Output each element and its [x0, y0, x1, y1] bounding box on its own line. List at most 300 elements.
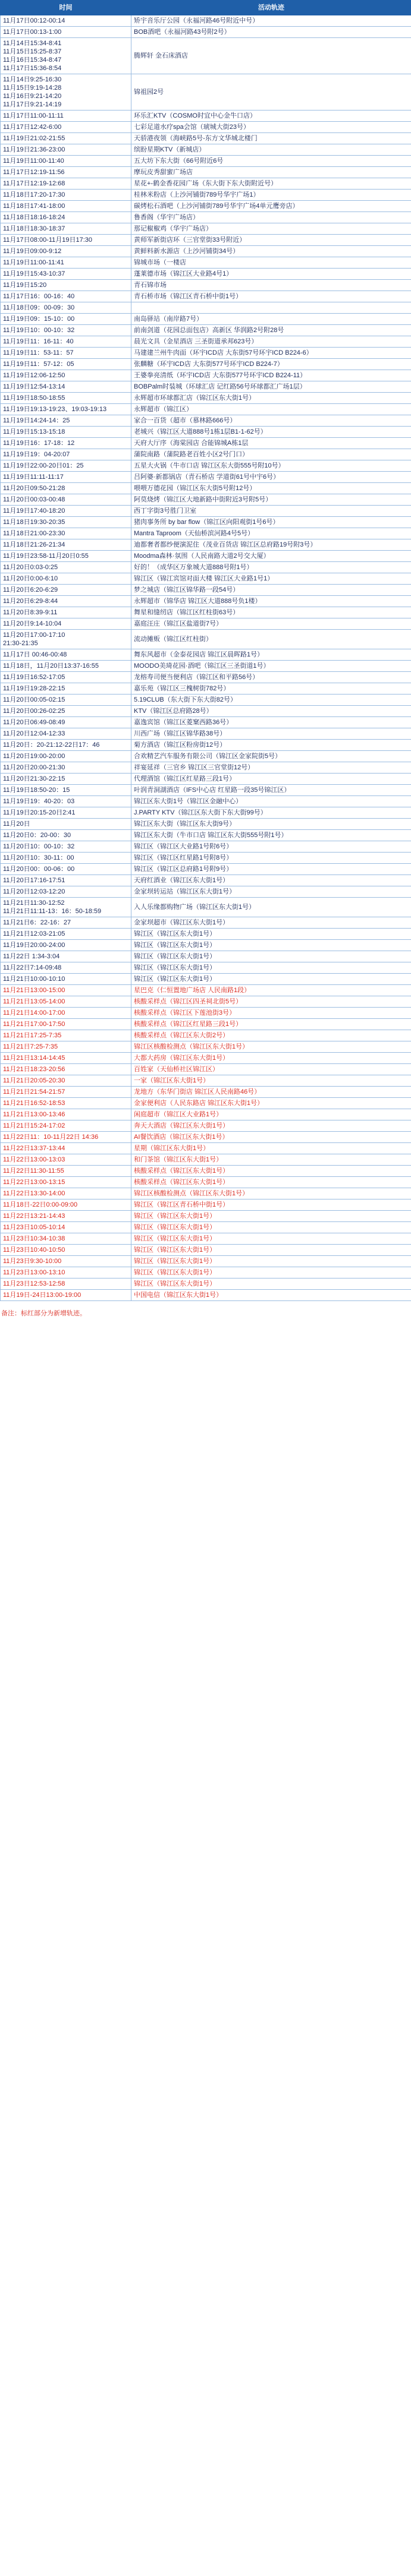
time-cell: [1, 573, 131, 585]
place-line: 锦江区（锦江区东大街1号）: [134, 953, 217, 960]
time-cell: [1, 269, 131, 280]
time-cell: [1, 438, 131, 449]
place-line: 猪肉事务所 by bar flow（锦江区向阳观街1号6号）: [134, 519, 280, 526]
time-cell: [1, 607, 131, 618]
time-cell: [1, 539, 131, 551]
time-cell: [1, 974, 131, 985]
time-cell: [1, 1256, 131, 1267]
time-line: 11月17日11:00-11:11: [3, 112, 64, 119]
table-row: [1, 1019, 411, 1030]
place-line: 五星大火锅（牛市口店 锦江区东大街555号附10号）: [134, 462, 285, 469]
place-line: MOODO美琦花园·酒吧（锦江区三圣街道1号）: [134, 662, 270, 670]
table-row: [1, 661, 411, 672]
table-row: [1, 190, 411, 201]
time-line: 11月18日-22日0:00-09:00: [3, 1201, 78, 1208]
time-line: 11月21日15:24-17:02: [3, 1122, 65, 1129]
time-line: 11月22日11：10-11月22日 14:36: [3, 1134, 99, 1141]
place-cell: [131, 246, 411, 257]
place-line: 一家（锦江区东大街1号）: [134, 1077, 210, 1084]
time-cell: [1, 751, 131, 762]
place-cell: [131, 751, 411, 762]
time-line: 11月23日10:05-10:14: [3, 1224, 65, 1231]
place-line: 蓬莱德市场（锦江区大业路4号1）: [134, 270, 233, 277]
time-cell: [1, 886, 131, 898]
place-cell: [131, 1053, 411, 1064]
table-row: [1, 427, 411, 438]
time-cell: [1, 415, 131, 427]
place-line: 舞星和缝纫店（锦江区红柱街63号）: [134, 609, 240, 616]
time-line: 11月18日21:26-21:34: [3, 541, 65, 548]
time-line: 11月20日: [3, 820, 30, 828]
place-line: 祥宴延祥（三官乡 锦江区三官堂街12号）: [134, 764, 255, 771]
place-line: 天府大厅序（海棠园店 合能锦城A栋1层: [134, 440, 249, 447]
time-cell: [1, 740, 131, 751]
time-cell: [1, 706, 131, 717]
place-cell: [131, 122, 411, 133]
time-line: 11月19日19:28-22:15: [3, 685, 65, 692]
time-line: 11月19日15:20: [3, 282, 47, 289]
time-cell: [1, 190, 131, 201]
time-line: 11月20日00:05-02:15: [3, 696, 65, 703]
place-line: 家合一百货（超市（慕林路666号）: [134, 417, 237, 424]
time-line: 11月21日21:54-21:57: [3, 1088, 65, 1096]
place-cell: [131, 517, 411, 528]
time-line: 11月18日21:00-23:30: [3, 530, 65, 537]
place-cell: [131, 853, 411, 864]
time-line: 11月17日12:19-12:68: [3, 180, 65, 187]
place-cell: [131, 830, 411, 841]
place-cell: [131, 774, 411, 785]
place-cell: [131, 111, 411, 122]
time-line: 11月20日10：30-11：00: [3, 854, 74, 861]
place-line: 核酸采样点（锦江区东大街2号）: [134, 1032, 230, 1039]
time-cell: [1, 212, 131, 223]
table-row: [1, 302, 411, 314]
time-line: 11月23日10:40-10:50: [3, 1246, 65, 1254]
place-cell: [131, 1233, 411, 1245]
time-cell: [1, 551, 131, 562]
table-row: [1, 483, 411, 494]
place-line: BOB酒吧（永福河路43号附2号）: [134, 29, 231, 36]
place-line: J.PARTY KTV（锦江区东大街下东大街99号）: [134, 809, 267, 816]
table-row: [1, 573, 411, 585]
place-line: 鲁香阁（华宇广场店）: [134, 214, 199, 221]
time-line: 11月19日10：00-10：32: [3, 327, 75, 334]
place-line: 百姓家（天仙桥社区锦江区）: [134, 1066, 219, 1073]
time-line: 11月19日12:54-13:14: [3, 383, 65, 390]
time-cell: [1, 1041, 131, 1053]
place-cell: [131, 618, 411, 630]
place-cell: [131, 974, 411, 985]
place-cell: [131, 985, 411, 996]
place-cell: [131, 1166, 411, 1177]
time-cell: [1, 359, 131, 370]
table-row: [1, 223, 411, 235]
place-cell: [131, 348, 411, 359]
time-cell: [1, 1008, 131, 1019]
place-line: AI餐饮酒店（锦江区东大街1号）: [134, 1134, 229, 1141]
table-row: [1, 539, 411, 551]
time-cell: [1, 235, 131, 246]
time-cell: [1, 178, 131, 190]
place-line: 锦江区东大街1号（锦江区金融中心）: [134, 798, 243, 805]
time-cell: [1, 630, 131, 649]
time-cell: [1, 404, 131, 415]
place-line: 吕阿婆·新都锅店（青石桥店 学道街61号中宇6号）: [134, 473, 280, 481]
place-line: 迪都奢者都纱便演泥住（茂业百货店 锦江区总府路19号附3号）: [134, 541, 317, 548]
time-line: 11月20日00:03-00:48: [3, 496, 65, 503]
time-cell: [1, 1154, 131, 1166]
table-row: [1, 1267, 411, 1278]
place-line: 环乐汇KTV（COSMO时宜中心金牛口店）: [134, 112, 256, 119]
place-cell: [131, 661, 411, 672]
place-cell: [131, 1087, 411, 1098]
table-row: [1, 404, 411, 415]
time-line: 11月19日09:00-9:12: [3, 248, 62, 255]
table-row: [1, 74, 411, 111]
place-cell: [131, 427, 411, 438]
time-line: 11月21日13:00-13:46: [3, 1111, 65, 1118]
footer-note: 备注：标红部分为新增轨迹。: [1, 1310, 86, 1317]
time-cell: [1, 156, 131, 167]
place-cell: [131, 314, 411, 325]
place-line: 核酸采样点（锦江区下莲池街3号）: [134, 1009, 236, 1016]
time-line: 11月14日15:34-8:41: [3, 40, 62, 47]
time-cell: [1, 133, 131, 144]
table-row: [1, 1075, 411, 1087]
time-cell: [1, 1120, 131, 1132]
table-row: [1, 144, 411, 156]
time-cell: [1, 917, 131, 929]
table-row: [1, 280, 411, 291]
place-cell: [131, 962, 411, 974]
place-line: 老城兴（锦江区大道888号1栋1层B1-1-62号）: [134, 428, 267, 435]
place-cell: [131, 257, 411, 269]
time-cell: [1, 875, 131, 886]
table-row: [1, 1109, 411, 1120]
place-line: 嘉庭汪庄（锦江区盐道街7号）: [134, 620, 223, 627]
place-cell: [131, 280, 411, 291]
place-line: 锦江区（锦江区东大街1号）: [134, 976, 217, 983]
table-row: [1, 562, 411, 573]
place-line: 星花+-鹤金香花园广场（东大街下东大街附近号）: [134, 180, 278, 187]
time-cell: [1, 929, 131, 940]
table-row: [1, 494, 411, 506]
time-cell: [1, 1109, 131, 1120]
place-cell: [131, 27, 411, 38]
time-line: 11月20日6:29-8:44: [3, 598, 58, 605]
time-cell: [1, 528, 131, 539]
time-cell: [1, 618, 131, 630]
place-cell: [131, 649, 411, 661]
place-line: 核酸采样点（锦江区东大街1号）: [134, 1167, 230, 1175]
time-line: 11月20日17:00-17:10: [3, 632, 65, 639]
time-line: 11月21日13:00-15:00: [3, 987, 65, 994]
time-line: 11月21日20:05-20:30: [3, 1077, 65, 1084]
table-row: [1, 472, 411, 483]
time-line: 11月15日15:25-8:37: [3, 48, 62, 55]
time-cell: [1, 694, 131, 706]
table-row: [1, 314, 411, 325]
table-row: [1, 438, 411, 449]
time-line: 11月19日19：40-20：03: [3, 798, 75, 805]
time-cell: [1, 830, 131, 841]
time-line: 11月19日11:00-11:40: [3, 157, 64, 165]
time-cell: [1, 596, 131, 607]
place-cell: [131, 370, 411, 381]
time-cell: [1, 122, 131, 133]
time-line: 11月17日12:19-11:56: [3, 169, 65, 176]
place-line: 前南剑道（花园总面包店）高新区 华润路2号附28号: [134, 327, 284, 334]
table-row: [1, 449, 411, 460]
time-cell: [1, 1030, 131, 1041]
time-cell: [1, 325, 131, 336]
time-line: 11月20日12:04-12:33: [3, 730, 65, 737]
time-line: 11月19日16:52-17:05: [3, 674, 65, 681]
time-cell: [1, 74, 131, 111]
place-line: 金家坝转运站（锦江区东大街1号）: [134, 888, 236, 895]
time-line: 11月14日9:25-16:30: [3, 76, 62, 83]
place-line: 阿莫烧烤（锦江区大地新路中街附近3号附5号）: [134, 496, 272, 503]
time-line: 11月19日17:40-18:20: [3, 507, 65, 514]
time-cell: [1, 1222, 131, 1233]
place-cell: [131, 1143, 411, 1154]
time-line: 11月19日20:15-20日2:41: [3, 809, 76, 816]
time-cell: [1, 291, 131, 302]
place-line: 南岛驿站（南岸路7号）: [134, 315, 203, 323]
time-line: 11月20日19:00-20:00: [3, 753, 65, 760]
table-row: [1, 962, 411, 974]
time-line: 11月17日12:42-6:00: [3, 124, 62, 131]
place-line: 青石桥市场（锦江区青石桥中街1号）: [134, 293, 243, 300]
place-cell: [131, 359, 411, 370]
place-line: 锦江区核酸检测点（锦江区东大街1号）: [134, 1190, 249, 1197]
table-row: [1, 1132, 411, 1143]
time-cell: [1, 460, 131, 472]
place-cell: [131, 291, 411, 302]
time-cell: [1, 427, 131, 438]
place-line: 金家坝超市（锦江区东大街1号）: [134, 919, 230, 926]
time-line: 11月21日10:00-10:10: [3, 976, 65, 983]
place-cell: [131, 1132, 411, 1143]
time-line: 11月21日11:30-12:52: [3, 899, 65, 907]
place-cell: [131, 506, 411, 517]
place-cell: [131, 133, 411, 144]
place-cell: [131, 393, 411, 404]
place-line: 王婆拳亮清纸（环宇ICD店 大东街577号环宇ICD B224-11）: [134, 372, 307, 379]
place-cell: [131, 201, 411, 212]
table-row: [1, 122, 411, 133]
table-row: [1, 201, 411, 212]
table-row: [1, 212, 411, 223]
place-cell: [131, 607, 411, 618]
time-line: 11月19日11:00-11:41: [3, 259, 64, 266]
place-line: 锦江区（锦江区东大街1号）: [134, 1224, 217, 1231]
place-line: 五大坊下东大街（66号附近6号: [134, 157, 224, 165]
place-cell: [131, 1154, 411, 1166]
time-cell: [1, 951, 131, 962]
time-cell: [1, 223, 131, 235]
time-cell: [1, 1087, 131, 1098]
place-line: 星巴克（仁恒置地广场店 人民南路1段）: [134, 987, 251, 994]
place-cell: [131, 449, 411, 460]
place-cell: [131, 223, 411, 235]
place-cell: [131, 438, 411, 449]
place-cell: [131, 1008, 411, 1019]
place-line: 摩玩皮秀甜蜜广场店: [134, 169, 193, 176]
time-cell: [1, 336, 131, 348]
table-row: [1, 460, 411, 472]
place-line: 锦江区东大街（锦江区东大街9号）: [134, 820, 236, 828]
time-line: 11月20日09:50-21:28: [3, 485, 65, 492]
place-line: 舞东风超市（金泰花园店 锦江区晨晖路1号）: [134, 651, 264, 658]
table-row: [1, 607, 411, 618]
time-line: 11月21日7:25-7:35: [3, 1043, 58, 1050]
time-cell: [1, 27, 131, 38]
table-row: [1, 996, 411, 1008]
time-line: 11月17日08:00-11月19日17:30: [3, 236, 93, 244]
time-line: 11月18日17:20-17:30: [3, 191, 65, 198]
place-line: 张麟糖（环宇ICD店 大东街577号环宇ICD B224-7）: [134, 361, 284, 368]
time-cell: [1, 257, 131, 269]
place-cell: [131, 1256, 411, 1267]
table-row: [1, 1233, 411, 1245]
place-line: 流动摊贩（锦江区红柱街）: [134, 636, 212, 643]
place-line: 永辉超市环球都汇店（锦江区东大街1号）: [134, 394, 256, 402]
time-cell: [1, 728, 131, 740]
table-row: [1, 1087, 411, 1098]
table-row: [1, 796, 411, 807]
table-row: [1, 694, 411, 706]
table-row: [1, 985, 411, 996]
table-row: [1, 1222, 411, 1233]
time-line: 11月19日-24日13:00-19:00: [3, 1292, 81, 1299]
time-line: 11月21日16:52-18:53: [3, 1100, 65, 1107]
table-row: [1, 551, 411, 562]
table-row: [1, 774, 411, 785]
place-cell: [131, 898, 411, 917]
place-line: 龙地方（东华门街店 锦江区人民南路46号）: [134, 1088, 261, 1096]
table-row: [1, 630, 411, 649]
time-cell: [1, 1188, 131, 1199]
time-line: 11月20日0:03-0:25: [3, 564, 58, 571]
time-line: 11月20日：20-21:12-22日17：46: [3, 741, 100, 749]
place-cell: [131, 1109, 411, 1120]
place-cell: [131, 1245, 411, 1256]
place-cell: [131, 706, 411, 717]
place-cell: [131, 302, 411, 314]
table-row: [1, 1154, 411, 1166]
time-line: 11月19日14:24-14：25: [3, 417, 70, 424]
place-line: 闲庭超市（锦江区大业路1号）: [134, 1111, 223, 1118]
place-cell: [131, 596, 411, 607]
table-row: [1, 1064, 411, 1075]
place-cell: [131, 1019, 411, 1030]
place-line: 那记椒椒鸡（华宇广场店）: [134, 225, 212, 232]
place-line: 缤盼星期KTV（新城店）: [134, 146, 206, 153]
time-line: 11月18日18:30-18:37: [3, 225, 65, 232]
table-row: [1, 1278, 411, 1290]
time-line: 11月19日21:36-23:00: [3, 146, 65, 153]
table-row: [1, 717, 411, 728]
place-line: 锦江区（锦江区青石桥中街1号）: [134, 1201, 230, 1208]
time-line: 11月20日06:49-08:49: [3, 719, 65, 726]
time-line: 11月20日00:26-02:25: [3, 708, 65, 715]
time-cell: [1, 167, 131, 178]
table-row: [1, 1188, 411, 1199]
time-line: 11月20日8:39-9:11: [3, 609, 58, 616]
table-row: [1, 528, 411, 539]
table-row: [1, 596, 411, 607]
time-line: 11月20日10：00-10：32: [3, 843, 75, 850]
time-cell: [1, 996, 131, 1008]
place-cell: [131, 1222, 411, 1233]
time-cell: [1, 898, 131, 917]
place-cell: [131, 494, 411, 506]
time-line: 11月23日10:34-10:38: [3, 1235, 65, 1242]
place-line: 龙榕寿司便当便利店（锦江区和平路56号）: [134, 674, 259, 681]
place-line: 和门茶馆（锦江区东大街1号）: [134, 1156, 223, 1163]
time-cell: [1, 1211, 131, 1222]
place-cell: [131, 381, 411, 393]
table-header: [1, 1, 411, 15]
time-line: 11月18日18:16-18:24: [3, 214, 65, 221]
place-line: 星期（锦江区东大街1号）: [134, 1145, 210, 1152]
header-time: 时间: [1, 1, 131, 15]
place-cell: [131, 785, 411, 796]
time-line: 11月19日11：16-11：40: [3, 338, 74, 345]
time-line: 11月21日13:05-14:00: [3, 998, 65, 1005]
time-cell: [1, 1233, 131, 1245]
place-cell: [131, 15, 411, 27]
table-row: [1, 853, 411, 864]
place-cell: [131, 38, 411, 74]
time-line: 11月18日，11月20日13:37-16:55: [3, 662, 99, 670]
place-line: 嘉逸宾馆（锦江区菱窠西路36号）: [134, 719, 233, 726]
place-cell: [131, 819, 411, 830]
place-line: 马建建兰州牛肉面（环宇ICD店 大东街57号环宇ICD B224-6）: [134, 349, 313, 356]
table-row: [1, 1245, 411, 1256]
table-row: [1, 785, 411, 796]
place-line: BOBPalm时装城（环球汇店 记红路56号环球都汇广场1层）: [134, 383, 306, 390]
time-cell: [1, 661, 131, 672]
time-cell: [1, 370, 131, 381]
place-cell: [131, 1290, 411, 1301]
table-row: [1, 974, 411, 985]
time-cell: [1, 246, 131, 257]
table-row: [1, 728, 411, 740]
place-cell: [131, 1211, 411, 1222]
place-cell: [131, 460, 411, 472]
table-row: [1, 898, 411, 917]
time-cell: [1, 449, 131, 460]
place-line: 黄师军新街店环（三官堂街33号附近）: [134, 236, 246, 244]
time-cell: [1, 280, 131, 291]
place-line: Moodma森林·氛围（人民南路大道2号交大厦）: [134, 553, 270, 560]
time-cell: [1, 1019, 131, 1030]
place-cell: [131, 917, 411, 929]
place-line: 锦江区（锦江区东大街1号）: [134, 1258, 217, 1265]
table-row: [1, 762, 411, 774]
table-row: [1, 111, 411, 122]
time-cell: [1, 348, 131, 359]
table-row: [1, 506, 411, 517]
table-row: [1, 246, 411, 257]
place-cell: [131, 269, 411, 280]
place-line: 锦江区（锦江区东大街1号）: [134, 942, 217, 949]
time-line: 11月19日22:00-20日01：25: [3, 462, 84, 469]
table-row: [1, 886, 411, 898]
